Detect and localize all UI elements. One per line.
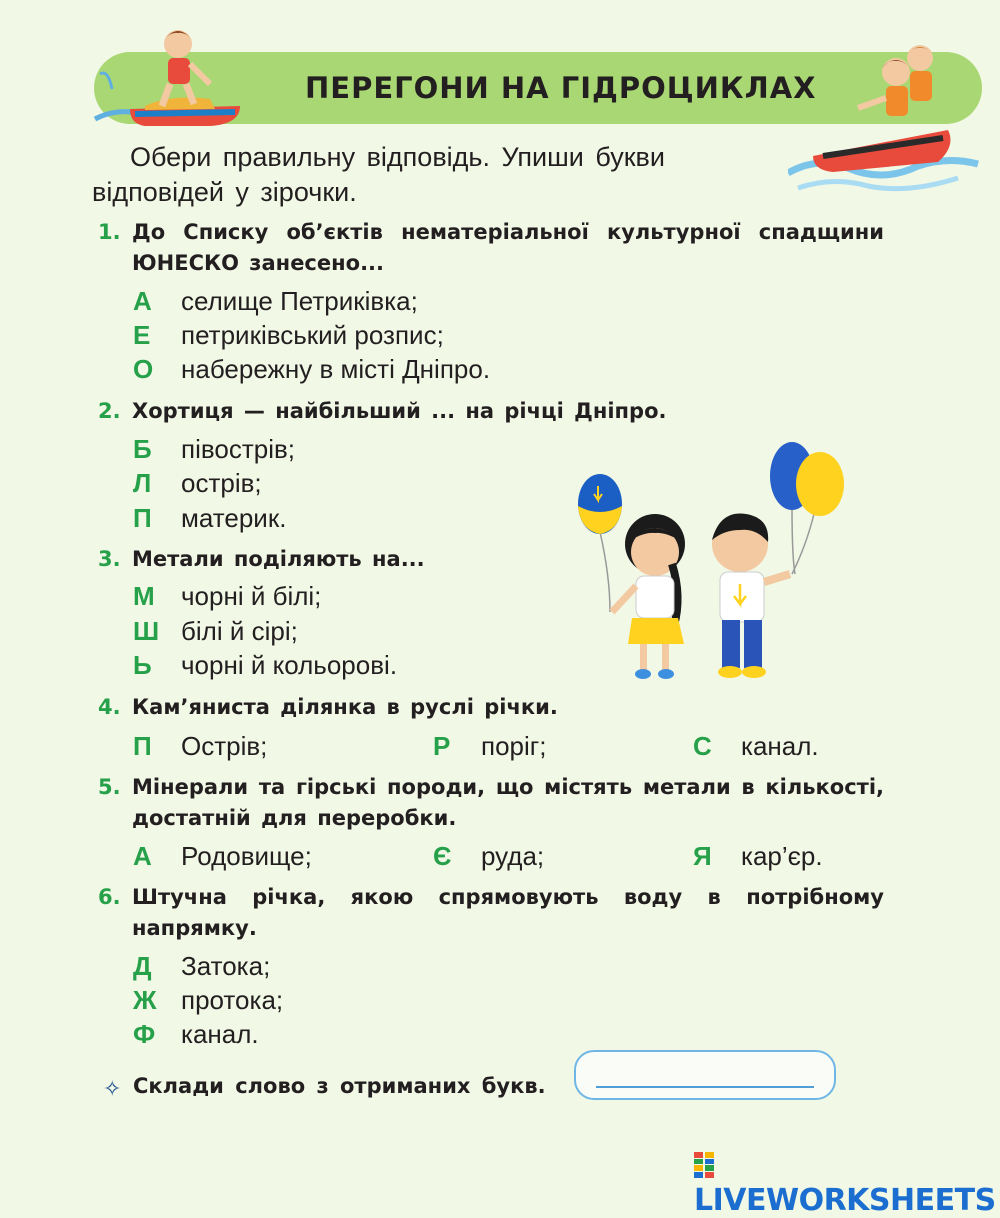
option-1c — [133, 352, 490, 386]
option-1a — [133, 284, 418, 318]
option-5b — [433, 839, 544, 873]
page-title: ПЕРЕГОНИ НА ГІДРОЦИКЛАХ — [305, 71, 817, 105]
option-letter: А — [133, 286, 152, 316]
option-letter: Я — [693, 841, 712, 871]
option-4b — [433, 729, 546, 763]
option-letter: П — [133, 731, 152, 761]
option-6c — [133, 1017, 259, 1051]
option-letter: С — [693, 731, 712, 761]
option-text: протока; — [181, 985, 284, 1015]
final-task-text: Склади слово з отриманих букв. — [133, 1074, 546, 1098]
option-letter: Ь — [133, 650, 152, 680]
option-2b — [133, 466, 262, 500]
star-icon: ✧ — [103, 1076, 122, 1101]
question-text: До Списку об’єктів нематеріальної культурної спадщини ЮНЕСКО занесено... — [132, 220, 884, 275]
option-5a — [133, 839, 312, 873]
option-2c — [133, 501, 286, 535]
answer-input[interactable] — [574, 1050, 836, 1100]
option-letter: Ж — [133, 985, 157, 1015]
instructions-text: Обери правильну відповідь. Упиши букви відповідей у зірочки. — [92, 142, 665, 207]
question-number: 2. — [98, 399, 121, 423]
option-text: чорні й білі; — [181, 581, 322, 611]
question-text: Штучна річка, якою спрямовують воду в потрібному напрямку. — [132, 885, 884, 940]
option-letter: Ш — [133, 616, 160, 646]
option-5c — [693, 839, 823, 873]
option-letter: Р — [433, 731, 451, 761]
option-text: поріг; — [481, 731, 547, 761]
option-2a — [133, 432, 295, 466]
question-2 — [98, 396, 884, 427]
question-6 — [98, 882, 884, 940]
option-text: Острів; — [181, 731, 268, 761]
option-text: острів; — [181, 468, 262, 498]
option-text: материк. — [181, 503, 287, 533]
question-number: 5. — [98, 775, 121, 799]
option-4c — [693, 729, 819, 763]
jetski-boy-illustration — [90, 14, 250, 134]
option-letter: Ф — [133, 1019, 156, 1049]
question-text: Мінерали та гірські породи, що містять метали в кількості, достатній для переробки. — [132, 775, 884, 830]
question-text: Метали поділяють на... — [132, 547, 425, 571]
children-balloons-illustration — [570, 436, 860, 684]
option-letter: Б — [133, 434, 152, 464]
question-1 — [98, 217, 884, 275]
option-text: півострів; — [181, 434, 296, 464]
option-3c — [133, 648, 397, 682]
option-text: набережну в місті Дніпро. — [181, 354, 491, 384]
option-3a — [133, 579, 321, 613]
question-number: 1. — [98, 220, 121, 244]
option-letter: Л — [133, 468, 152, 498]
question-number: 4. — [98, 695, 121, 719]
option-letter: М — [133, 581, 155, 611]
option-letter: Д — [133, 951, 152, 981]
option-text: Затока; — [181, 951, 271, 981]
option-1b — [133, 318, 444, 352]
option-text: руда; — [481, 841, 545, 871]
jetski-kids-illustration — [788, 38, 984, 192]
option-letter: П — [133, 503, 152, 533]
option-text: Родовище; — [181, 841, 312, 871]
option-letter: Є — [433, 841, 452, 871]
logo-text: LIVEWORKSHEETS — [694, 1183, 996, 1218]
option-6a — [133, 949, 270, 983]
option-text: чорні й кольорові. — [181, 650, 398, 680]
question-text: Кам’яниста ділянка в руслі річки. — [132, 695, 558, 719]
option-text: білі й сірі; — [181, 616, 298, 646]
liveworksheets-logo — [694, 1148, 1000, 1218]
question-5 — [98, 772, 884, 830]
option-6b — [133, 983, 283, 1017]
question-4 — [98, 692, 884, 723]
option-text: канал. — [181, 1019, 259, 1049]
option-text: петриківський розпис; — [181, 320, 444, 350]
option-text: канал. — [741, 731, 819, 761]
question-text: Хортиця — найбільший ... на річці Дніпро. — [132, 399, 667, 423]
logo-tiles-icon — [694, 1152, 714, 1178]
option-text: кар’єр. — [741, 841, 823, 871]
option-letter: О — [133, 354, 154, 384]
option-4a — [133, 729, 267, 763]
question-number: 6. — [98, 885, 121, 909]
question-number: 3. — [98, 547, 121, 571]
answer-underline — [596, 1086, 814, 1088]
option-letter: А — [133, 841, 152, 871]
option-text: селище Петриківка; — [181, 286, 418, 316]
option-3b — [133, 614, 298, 648]
option-letter: Е — [133, 320, 151, 350]
